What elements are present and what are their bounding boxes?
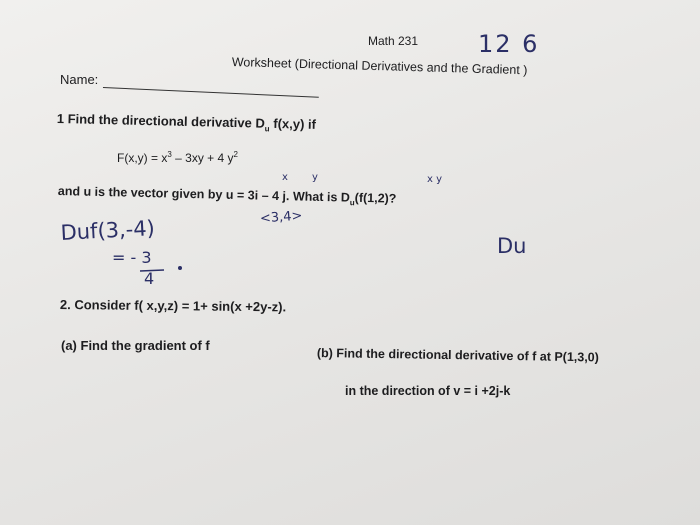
name-line	[103, 87, 319, 98]
annotation-y: y	[312, 172, 318, 183]
function-part1: F(x,y) = x	[117, 151, 168, 165]
problem2-part-a: (a) Find the gradient of f	[61, 338, 210, 353]
side-note: Du	[497, 234, 527, 258]
function-exponent-2: 2	[233, 150, 238, 159]
problem2-part-b-direction: in the direction of v = i +2j-k	[345, 384, 511, 398]
work-numerator: = - 3	[112, 248, 152, 267]
vector-text-end: (f(1,2)?	[354, 190, 397, 206]
function-part2: – 3xy + 4 y	[171, 151, 234, 165]
problem1-function	[117, 150, 238, 165]
problem2-intro: 2. Consider f( x,y,z) = 1+ sin(x +2y-z).	[59, 297, 287, 315]
problem2-part-b: (b) Find the directional derivative of f at P(1,3,0)	[316, 346, 599, 365]
annotation-x: x	[282, 172, 288, 183]
work-derivative: Duf(3,-4)	[60, 216, 156, 245]
annotation-xy: x y	[427, 174, 443, 185]
problem1-statement	[57, 111, 317, 134]
annotation-vector: <3,4>	[259, 208, 303, 227]
problem1-text-end: f(x,y) if	[269, 115, 317, 132]
problem1-vector	[58, 184, 397, 208]
work-denominator: 4	[144, 269, 155, 288]
handwritten-score: 12 6	[478, 30, 540, 58]
worksheet-title: Worksheet (Directional Derivatives and the Gradient )	[231, 55, 528, 78]
course-label: Math 231	[368, 34, 419, 48]
dot-mark	[178, 266, 182, 270]
name-label: Name:	[60, 72, 99, 87]
problem1-text: 1 Find the directional derivative D	[56, 111, 266, 131]
vector-text: and u is the vector given by u = 3i – 4 j. What is D	[57, 184, 351, 205]
vector-subscript: u	[349, 198, 355, 208]
problem1-subscript: u	[264, 124, 270, 134]
function-exponent-3: 3	[167, 150, 172, 159]
